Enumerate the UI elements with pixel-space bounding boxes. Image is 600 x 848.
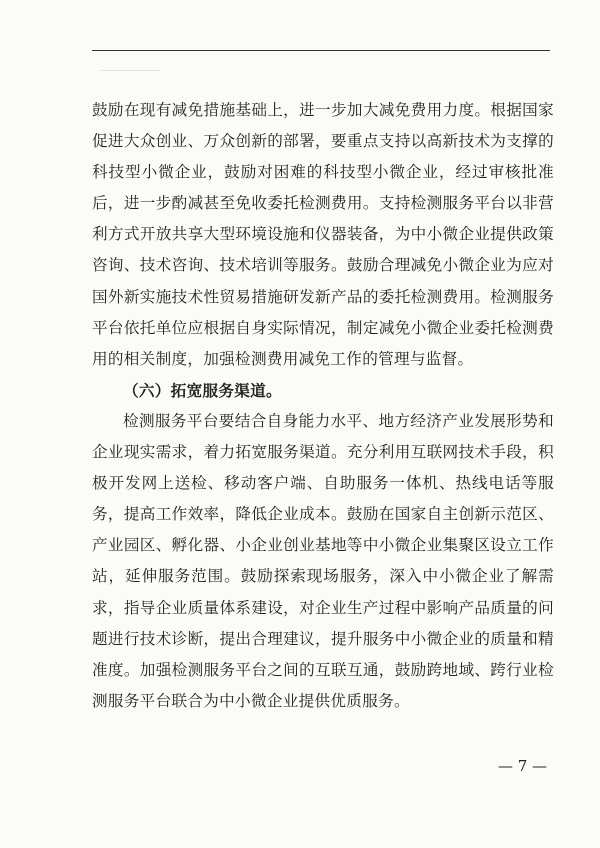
header-rule: [92, 50, 550, 51]
bleed-through-mark: [100, 70, 160, 71]
paragraph-continuation: 鼓励在现有减免措施基础上，进一步加大减免费用力度。根据国家促进大众创业、万众创新的部署，要重点支持以高新技术为支撑的科技型小微企业，鼓励对困难的科技型小微企业，经过审核批准后，进一步酌减甚至免收委托检测费用。支持检测服务平台以非营利方式开放共享大型环境设施和仪器装备，为中小微企业提供政策咨询、技术咨询、技术培训等服务。鼓励合理减免小微企业为应对国外新实施技术性贸易措施研发新产品的委托检测费用。检测服务平台依托单位应根据自身实际情况，制定减免小微企业委托检测费用的相关制度，加强检测费用减免工作的管理与监督。: [92, 101, 554, 368]
paragraph-service-channels: 检测服务平台要结合自身能力水平、地方经济产业发展形势和企业现实需求，着力拓宽服务渠道。充分利用互联网技术手段，积极开发网上送检、移动客户端、自助服务一体机、热线电话等服务，提高工作效率，降低企业成本。鼓励在国家自主创新示范区、产业园区、孵化器、小企业创业基地等中小微企业集聚区设立工作站，延伸服务范围。鼓励探索现场服务，深入中小微企业了解需求，指导企业质量体系建设，对企业生产过程中影响产品质量的问题进行技术诊断，提出合理建议，提升服务中小微企业的质量和精准度。加强检测服务平台之间的互联互通，鼓励跨地域、跨行业检测服务平台联合为中小微企业提供优质服务。: [92, 411, 554, 710]
document-body: [92, 95, 554, 717]
page-number: — 7 —: [497, 757, 548, 775]
section-heading: （六）拓宽服务渠道。: [123, 380, 282, 400]
